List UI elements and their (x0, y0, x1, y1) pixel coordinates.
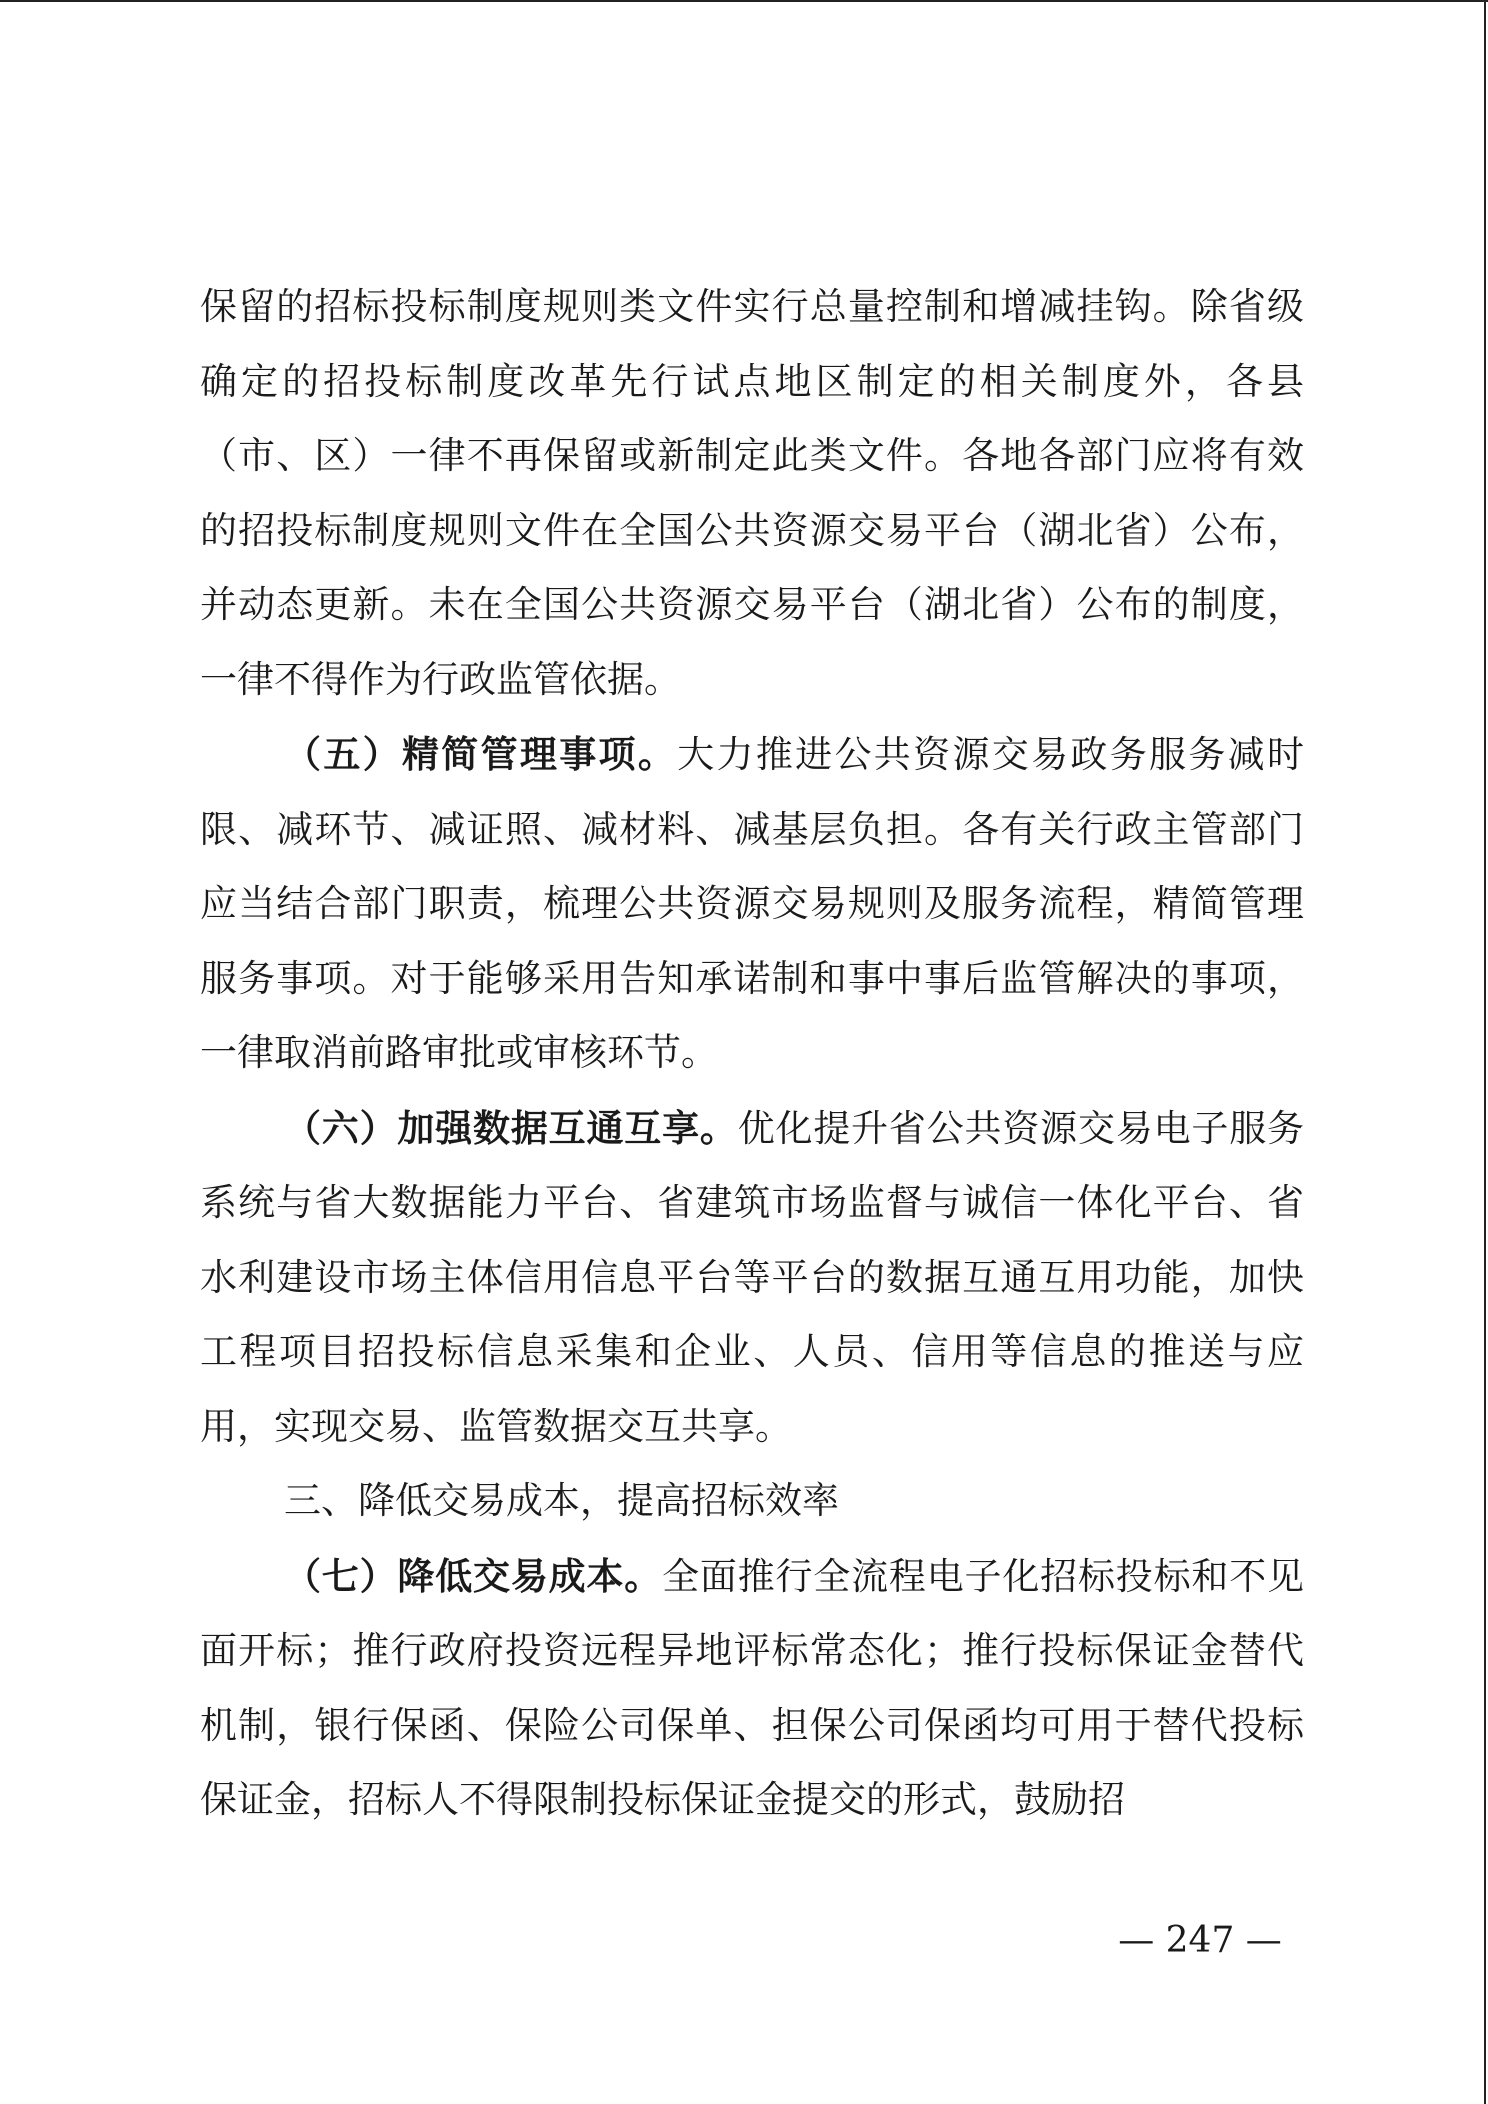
paragraph-text: 全面推行全流程电子化招标投标和不见面开标；推行政府投资远程异地评标常态化；推行投标保证金替代机制，银行保函、保险公司保单、担保公司保函均可用于替代投标保证金，招标人不得限制投标保证金提交的形式，鼓励招 (200, 1554, 1305, 1821)
paragraph-data-sharing (200, 1091, 1304, 1465)
document-body (200, 270, 1304, 1838)
paragraph-heading: （七）降低交易成本。 (284, 1553, 663, 1598)
paragraph-continued (200, 270, 1304, 717)
page-top-border (0, 0, 1488, 2)
section-heading-text: 三、降低交易成本，提高招标效率 (284, 1479, 839, 1522)
paragraph-heading: （五）精简管理事项。 (284, 732, 678, 776)
page-number: — 247 — (1118, 1920, 1282, 1961)
paragraph-text: 优化提升省公共资源交易电子服务系统与省大数据能力平台、省建筑市场监督与诚信一体化平台、省水利建设市场主体信用信息平台等平台的数据互通互用功能，加快工程项目招投标信息采集和企业、人员、信用等信息的推送与应用，实现交易、监管数据交互共享。 (200, 1106, 1305, 1448)
paragraph-reduce-costs (200, 1539, 1304, 1838)
paragraph-text: 大力推进公共资源交易政务服务减时限、减环节、减证照、减材料、减基层负担。各有关行政主管部门应当结合部门职责，梳理公共资源交易规则及服务流程，精简管理服务事项。对于能够采用告知承诺制和事中事后监管解决的事项，一律取消前路审批或审核环节。 (200, 733, 1305, 1074)
paragraph-text: 保留的招标投标制度规则类文件实行总量控制和增减挂钩。除省级确定的招投标制度改革先行试点地区制定的相关制度外，各县（市、区）一律不再保留或新制定此类文件。各地各部门应将有效的招投标制度规则文件在全国公共资源交易平台（湖北省）公布，并动态更新。未在全国公共资源交易平台（湖北省）公布的制度，一律不得作为行政监管依据。 (200, 285, 1304, 701)
page-right-border (1484, 0, 1486, 2104)
paragraph-heading: （六）加强数据互通互享。 (284, 1105, 738, 1150)
paragraph-streamline-management (200, 717, 1304, 1091)
section-heading (200, 1464, 1304, 1539)
